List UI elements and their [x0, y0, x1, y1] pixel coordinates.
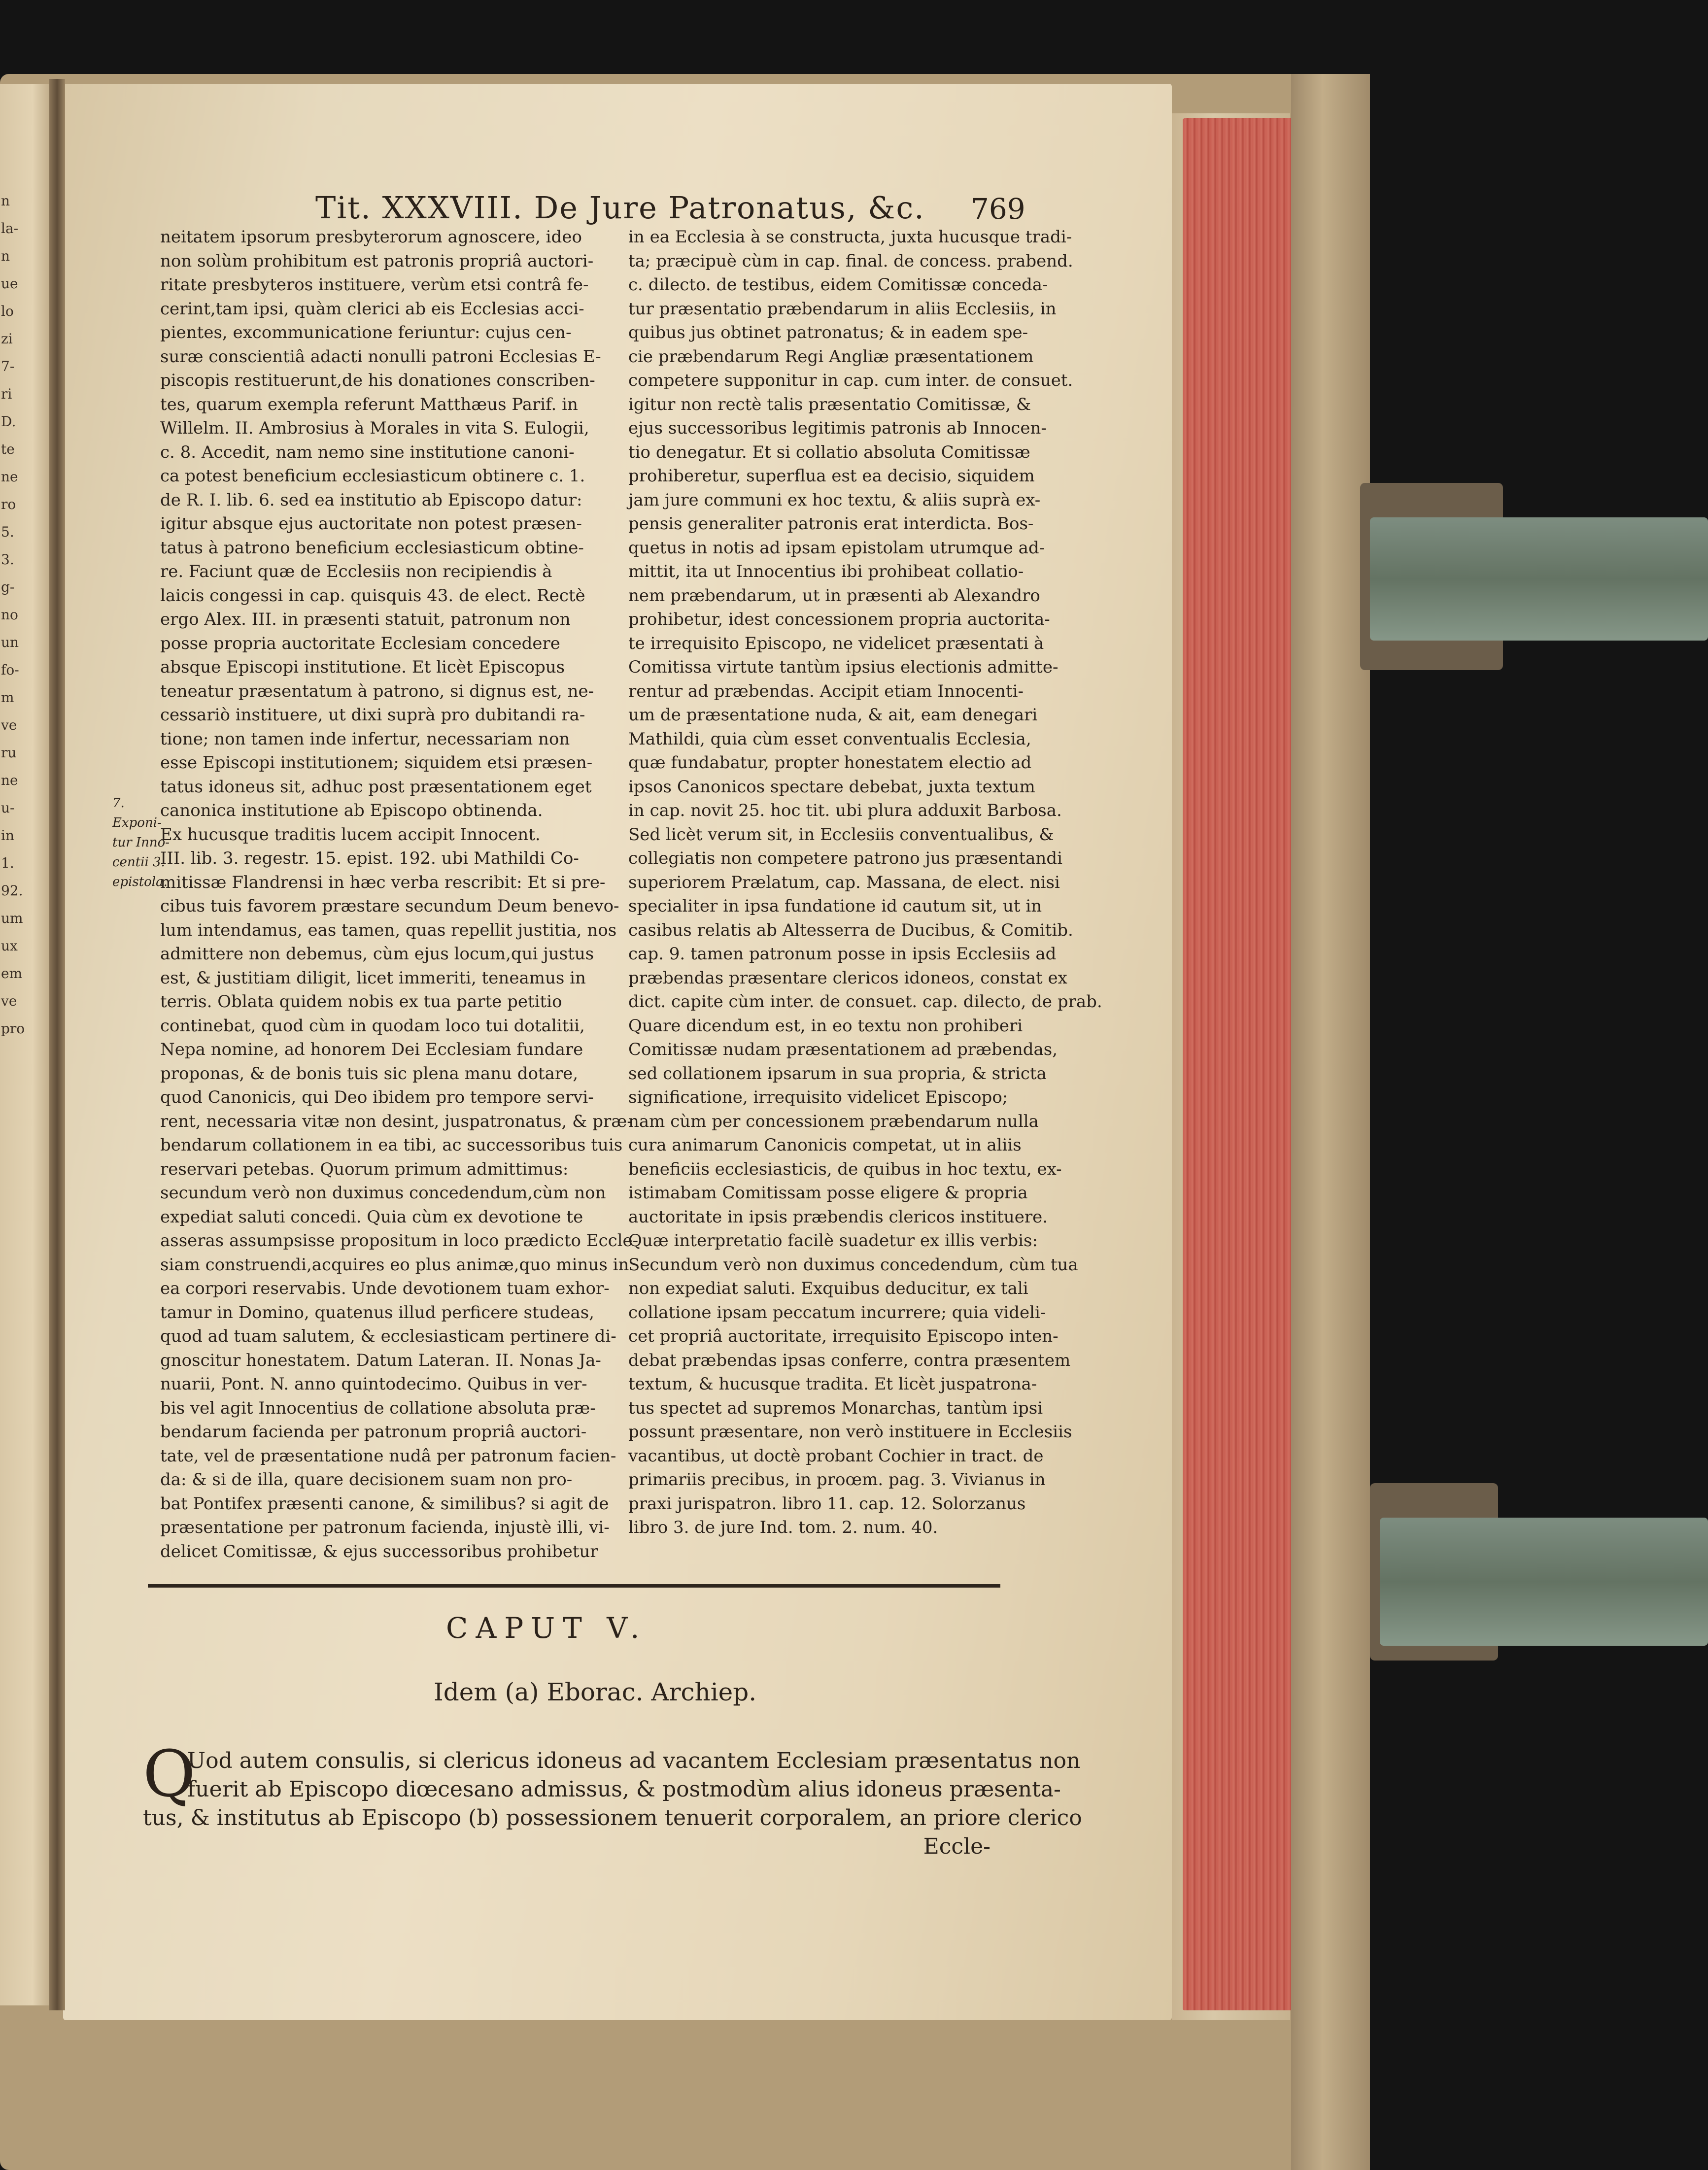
right-column-line: quæ fundabatur, propter honestatem electio ad: [628, 753, 1032, 773]
left-margin-fragment: un: [1, 634, 19, 650]
left-margin-fragment: n: [1, 193, 10, 209]
left-column-line: re. Faciunt quæ de Ecclesiis non recipiendis à: [160, 562, 552, 581]
right-column-line: collatione ipsam peccatum incurrere; quia videli-: [628, 1302, 1046, 1322]
left-column-line: piscopis restituerunt,de his donationes conscriben-: [160, 371, 595, 390]
left-column-line: cessariò instituere, ut dixi suprà pro dubitandi ra-: [160, 705, 585, 725]
left-column-line: c. 8. Accedit, nam nemo sine institutione canoni-: [160, 442, 575, 462]
left-column-line: est, & justitiam diligit, licet immeriti, teneamus in: [160, 968, 586, 988]
left-column-line: ea corpori reservabis. Unde devotionem tuam exhor-: [160, 1279, 610, 1298]
right-column-line: Sed licèt verum sit, in Ecclesiis conventualibus, &: [628, 824, 1054, 845]
right-column-line: cet propriâ auctoritate, irrequisito Episcopo inten-: [628, 1326, 1059, 1346]
right-column-line: tus spectet ad supremos Monarchas, tantùm ipsi: [628, 1398, 1043, 1418]
left-column-line: tes, quarum exempla referunt Matthæus Parif. in: [160, 394, 578, 414]
margin-note-line: centii 3.: [112, 855, 165, 870]
margin-note-line: 7.: [112, 796, 125, 811]
cover-edge: [1291, 74, 1370, 2170]
right-column-line: nem præbendarum, ut in præsenti ab Alexandro: [628, 585, 1040, 606]
chapter-body-line: Eccle-: [923, 1834, 991, 1859]
right-column-line: Secundum verò non duximus concedendum, cùm tua: [628, 1255, 1078, 1275]
margin-note: [112, 793, 170, 892]
right-column-line: prohibetur, idest concessionem propria auctorita-: [628, 610, 1050, 629]
drop-cap: Q: [143, 1736, 196, 1811]
right-column-line: primariis precibus, in proœm. pag. 3. Vivianus in: [628, 1470, 1046, 1490]
left-column-line: expediat saluti concedi. Quia cùm ex devotione te: [160, 1207, 583, 1227]
left-column-line: tatus idoneus sit, adhuc post præsentationem eget: [160, 777, 592, 797]
right-column-line: vacantibus, ut doctè probant Cochier in tract. de: [628, 1446, 1044, 1466]
left-column-line: ergo Alex. III. in præsenti statuit, patronum non: [160, 610, 571, 629]
right-column-line: in ea Ecclesia à se constructa, juxta hucusque tradi-: [628, 227, 1072, 247]
right-column-line: c. dilecto. de testibus, eidem Comitissæ conceda-: [628, 275, 1048, 295]
left-margin-fragment: um: [1, 910, 23, 926]
left-margin-fragment: ve: [1, 717, 17, 733]
left-column-line: bendarum collationem in ea tibi, ac successoribus tuis: [160, 1135, 623, 1155]
left-column-line: cibus tuis favorem præstare secundum Deum benevo-: [160, 896, 619, 916]
left-column-line: non solùm prohibitum est patronis propriâ auctori-: [160, 251, 594, 271]
running-head: Tit. XXXVIII. De Jure Patronatus, &c.: [315, 190, 925, 226]
left-column-line: canonica institutione ab Episcopo obtinenda.: [160, 801, 543, 820]
right-column-line: casibus relatis ab Altesserra de Ducibus, & Comitib.: [628, 920, 1073, 940]
left-margin-fragment: ux: [1, 938, 18, 954]
margin-note-line: Exponi-: [112, 815, 162, 830]
right-column-line: pensis generaliter patronis erat interdicta. Bos-: [628, 514, 1034, 534]
right-column-line: cura animarum Canonicis competat, ut in aliis: [628, 1135, 1022, 1155]
left-margin-fragment: ri: [1, 386, 12, 402]
left-margin-fragment: ro: [1, 496, 16, 512]
right-column-line: libro 3. de jure Ind. tom. 2. num. 40.: [628, 1518, 938, 1537]
left-margin-fragment: ru: [1, 745, 17, 761]
left-column-line: mitissæ Flandrensi in hæc verba rescribit: Et si pre-: [160, 872, 606, 892]
right-column-line: auctoritate in ipsis præbendis clericos instituere.: [628, 1207, 1048, 1227]
right-column-line: specialiter in ipsa fundatione id cautum sit, ut in: [628, 896, 1042, 916]
left-margin-fragment: pro: [1, 1020, 25, 1037]
left-column-line: bat Pontifex præsenti canone, & similibus? si agit de: [160, 1493, 609, 1514]
right-column-line: superiorem Prælatum, cap. Massana, de elect. nisi: [628, 872, 1060, 892]
chapter-subtitle: Idem (a) Eborac. Archiep.: [434, 1678, 757, 1706]
right-column-line: te irrequisito Episcopo, ne videlicet præsentati à: [628, 633, 1044, 653]
left-column-line: secundum verò non duximus concedendum,cùm non: [160, 1183, 606, 1203]
left-column-line: lum intendamus, eas tamen, quas repellit justitia, nos: [160, 920, 617, 940]
left-margin-fragment: 92.: [1, 882, 23, 899]
right-column-line: jam jure communi ex hoc textu, & aliis suprà ex-: [628, 490, 1041, 510]
left-column-line: tate, vel de præsentatione nudâ per patronum facien-: [160, 1446, 616, 1466]
right-column-line: sed collationem ipsarum in sua propria, & stricta: [628, 1063, 1047, 1084]
left-column-line: rent, necessaria vitæ non desint, juspatronatus, & præ-: [160, 1111, 633, 1131]
left-column-line: suræ conscientiâ adacti nonulli patroni Ecclesias E-: [160, 346, 601, 367]
left-column-line: continebat, quod cùm in quodam loco tui dotalitii,: [160, 1016, 585, 1036]
right-column-line: cap. 9. tamen patronum posse in ipsis Ecclesiis ad: [628, 944, 1057, 964]
margin-note-line: epistola.: [112, 875, 168, 889]
right-column-line: præbendas præsentare clericos idoneos, constat ex: [628, 968, 1067, 988]
left-margin-fragment: g-: [1, 579, 15, 595]
book-gutter: [49, 79, 65, 2010]
right-column-line: debat præbendas ipsas conferre, contra præsentem: [628, 1350, 1071, 1370]
left-column-line: delicet Comitissæ, & ejus successoribus prohibetur: [160, 1541, 598, 1561]
right-column-line: significatione, irrequisito videlicet Episcopo;: [628, 1087, 1008, 1107]
right-column-line: competere supponitur in cap. cum inter. de consuet.: [628, 371, 1073, 390]
left-column-line: nuarii, Pont. N. anno quintodecimo. Quibus in ver-: [160, 1374, 587, 1394]
left-column-line: quod ad tuam salutem, & ecclesiasticam pertinere di-: [160, 1326, 616, 1346]
left-column-line: bendarum facienda per patronum propriâ auctori-: [160, 1422, 587, 1442]
left-margin-fragment: 7-: [1, 358, 15, 374]
right-column-line: um de præsentatione nuda, & ait, eam denegari: [628, 705, 1038, 725]
right-column-line: in cap. novit 25. hoc tit. ubi plura adduxit Barbosa.: [628, 801, 1062, 820]
clasp-metal-top: [1370, 517, 1708, 641]
left-margin-fragment: ue: [1, 275, 18, 292]
red-page-edge: [1183, 118, 1296, 2010]
left-column-line: reservari petebas. Quorum primum admittimus:: [160, 1159, 569, 1179]
right-column-line: collegiatis non competere patrono jus præsentandi: [628, 848, 1062, 868]
left-margin-fragment: fo-: [1, 662, 19, 678]
left-column-line: neitatem ipsorum presbyterorum agnoscere, ideo: [160, 227, 582, 247]
left-column-line: cerint,tam ipsi, quàm clerici ab eis Ecclesias acci-: [160, 299, 584, 319]
left-margin-fragment: la-: [1, 220, 19, 237]
right-column-line: quibus jus obtinet patronatus; & in eadem spe-: [628, 323, 1028, 342]
chapter-body-line: tus, & institutus ab Episcopo (b) possessionem tenuerit corporalem, an priore clerico: [143, 1805, 1082, 1831]
left-column-line: siam construendi,acquires eo plus animæ,quo minus in: [160, 1255, 629, 1275]
page-number: 769: [971, 192, 1025, 226]
right-column-line: tur præsentatio præbendarum in aliis Ecclesiis, in: [628, 299, 1057, 319]
right-column-line: cie præbendarum Regi Angliæ præsentationem: [628, 346, 1034, 367]
right-column-line: Comitissa virtute tantùm ipsius electionis admitte-: [628, 657, 1059, 677]
left-column-line: ritate presbyteros instituere, verùm etsi contrâ fe-: [160, 275, 589, 295]
left-column-line: Willelm. II. Ambrosius à Morales in vita S. Eulogii,: [160, 418, 589, 438]
left-column-line: proponas, & de bonis tuis sic plena manu dotare,: [160, 1063, 579, 1084]
left-column-line: asseras assumpsisse propositum in loco prædicto Eccle-: [160, 1231, 639, 1251]
right-column-line: textum, & hucusque tradita. Et licèt juspatrona-: [628, 1374, 1037, 1394]
clasp-metal-bottom: [1380, 1518, 1708, 1646]
left-margin-fragment: 1.: [1, 855, 14, 871]
left-column-line: da: & si de illa, quare decisionem suam non pro-: [160, 1470, 573, 1490]
right-column-line: praxi jurispatron. libro 11. cap. 12. Solorzanus: [628, 1493, 1026, 1514]
left-column-line: admittere non debemus, cùm ejus locum,qui justus: [160, 944, 594, 964]
left-margin-fragment: n: [1, 248, 10, 264]
right-column-line: tio denegatur. Et si collatio absoluta Comitissæ: [628, 442, 1030, 462]
right-column-line: Comitissæ nudam præsentationem ad præbendas,: [628, 1040, 1058, 1059]
left-column-line: teneatur præsentatum à patrono, si dignus est, ne-: [160, 681, 594, 701]
left-margin-fragment: zi: [1, 331, 13, 347]
right-column-line: nam cùm per concessionem præbendarum nulla: [628, 1111, 1039, 1131]
right-column-line: dict. capite cùm inter. de consuet. cap. dilecto, de prab.: [628, 992, 1102, 1012]
left-column-line: pientes, excommunicatione feriuntur: cujus cen-: [160, 323, 572, 342]
right-column-line: ejus successoribus legitimis patronis ab Innocen-: [628, 418, 1047, 438]
right-column-line: mittit, ita ut Innocentius ibi prohibeat collatio-: [628, 562, 1024, 581]
right-column-line: ipsos Canonicos spectare debebat, juxta textum: [628, 777, 1035, 797]
left-column-line: tamur in Domino, quatenus illud perficere studeas,: [160, 1302, 594, 1322]
left-margin-fragment: 3.: [1, 551, 14, 568]
right-column-line: quetus in notis ad ipsam epistolam utrumque ad-: [628, 538, 1045, 558]
chapter-body-line: Uod autem consulis, si clericus idoneus ad vacantem Ecclesiam præsentatus non: [187, 1748, 1081, 1773]
right-column-line: non expediat saluti. Exquibus deducitur, ex tali: [628, 1279, 1028, 1298]
right-column-line: istimabam Comitissam posse eligere & propria: [628, 1183, 1028, 1203]
left-margin-fragment: no: [1, 607, 18, 623]
left-column-line: laicis congessi in cap. quisquis 43. de elect. Rectè: [160, 585, 585, 606]
left-column-line: igitur absque ejus auctoritate non potest præsen-: [160, 514, 582, 534]
left-column-line: III. lib. 3. regestr. 15. epist. 192. ubi Mathildi Co-: [160, 848, 579, 868]
left-margin-fragment: ve: [1, 993, 17, 1009]
left-margin-fragment: u-: [1, 800, 15, 816]
left-margin-fragment: te: [1, 441, 15, 457]
right-column-line: igitur non rectè talis præsentatio Comitissæ, &: [628, 394, 1031, 414]
left-margin-fragment: lo: [1, 303, 14, 319]
chapter-body-line: fuerit ab Episcopo diœcesano admissus, & postmodùm alius idoneus præsenta-: [187, 1777, 1061, 1802]
chapter-title: CAPUT V.: [446, 1611, 648, 1645]
right-column-line: Mathildi, quia cùm esset conventualis Ecclesia,: [628, 729, 1031, 749]
left-margin-fragment: ne: [1, 772, 18, 788]
chapter-body-text: [143, 1747, 1082, 1861]
left-column-line: de R. I. lib. 6. sed ea institutio ab Episcopo datur:: [160, 490, 582, 510]
left-page-margin-fragments: [1, 187, 25, 1043]
right-column-line: beneficiis ecclesiasticis, de quibus in hoc textu, ex-: [628, 1159, 1062, 1179]
left-margin-fragment: in: [1, 827, 14, 844]
right-column-line: Quæ interpretatio facilè suadetur ex illis verbis:: [628, 1231, 1038, 1251]
section-rule: [148, 1584, 1000, 1588]
right-column-line: prohiberetur, superflua est ea decisio, siquidem: [628, 466, 1035, 486]
left-column-line: posse propria auctoritate Ecclesiam concedere: [160, 633, 560, 653]
left-column-line: præsentatione per patronum facienda, injustè illi, vi-: [160, 1518, 610, 1537]
left-margin-fragment: D.: [1, 413, 16, 430]
margin-note-line: tur Inno-: [112, 835, 170, 850]
left-column-line: bis vel agit Innocentius de collatione absoluta præ-: [160, 1398, 596, 1418]
left-column-line: ca potest beneficium ecclesiasticum obtinere c. 1.: [160, 466, 585, 486]
left-column-line: esse Episcopi institutionem; siquidem etsi præsen-: [160, 753, 593, 773]
left-column-line: terris. Oblata quidem nobis ex tua parte petitio: [160, 992, 562, 1012]
left-column-line: quod Canonicis, qui Deo ibidem pro tempore servi-: [160, 1087, 594, 1107]
left-column-line: tione; non tamen inde infertur, necessariam non: [160, 729, 570, 749]
right-column-line: Quare dicendum est, in eo textu non prohiberi: [628, 1016, 1023, 1036]
left-margin-fragment: 5.: [1, 524, 14, 540]
left-margin-fragment: em: [1, 965, 23, 982]
left-column-line: gnoscitur honestatem. Datum Lateran. II. Nonas Ja-: [160, 1350, 601, 1370]
left-column-line: Nepa nomine, ad honorem Dei Ecclesiam fundare: [160, 1040, 583, 1059]
right-column-line: ta; præcipuè cùm in cap. final. de concess. prabend.: [628, 251, 1073, 271]
left-margin-fragment: ne: [1, 469, 18, 485]
left-column-line: absque Episcopi institutione. Et licèt Episcopus: [160, 657, 565, 677]
left-margin-fragment: m: [1, 689, 14, 706]
left-column-line: Ex hucusque traditis lucem accipit Innocent.: [160, 824, 541, 845]
right-column-line: possunt præsentare, non verò instituere in Ecclesiis: [628, 1422, 1072, 1442]
left-column-line: tatus à patrono beneficium ecclesiasticum obtine-: [160, 538, 584, 558]
right-column-line: rentur ad præbendas. Accipit etiam Innocenti-: [628, 681, 1024, 701]
